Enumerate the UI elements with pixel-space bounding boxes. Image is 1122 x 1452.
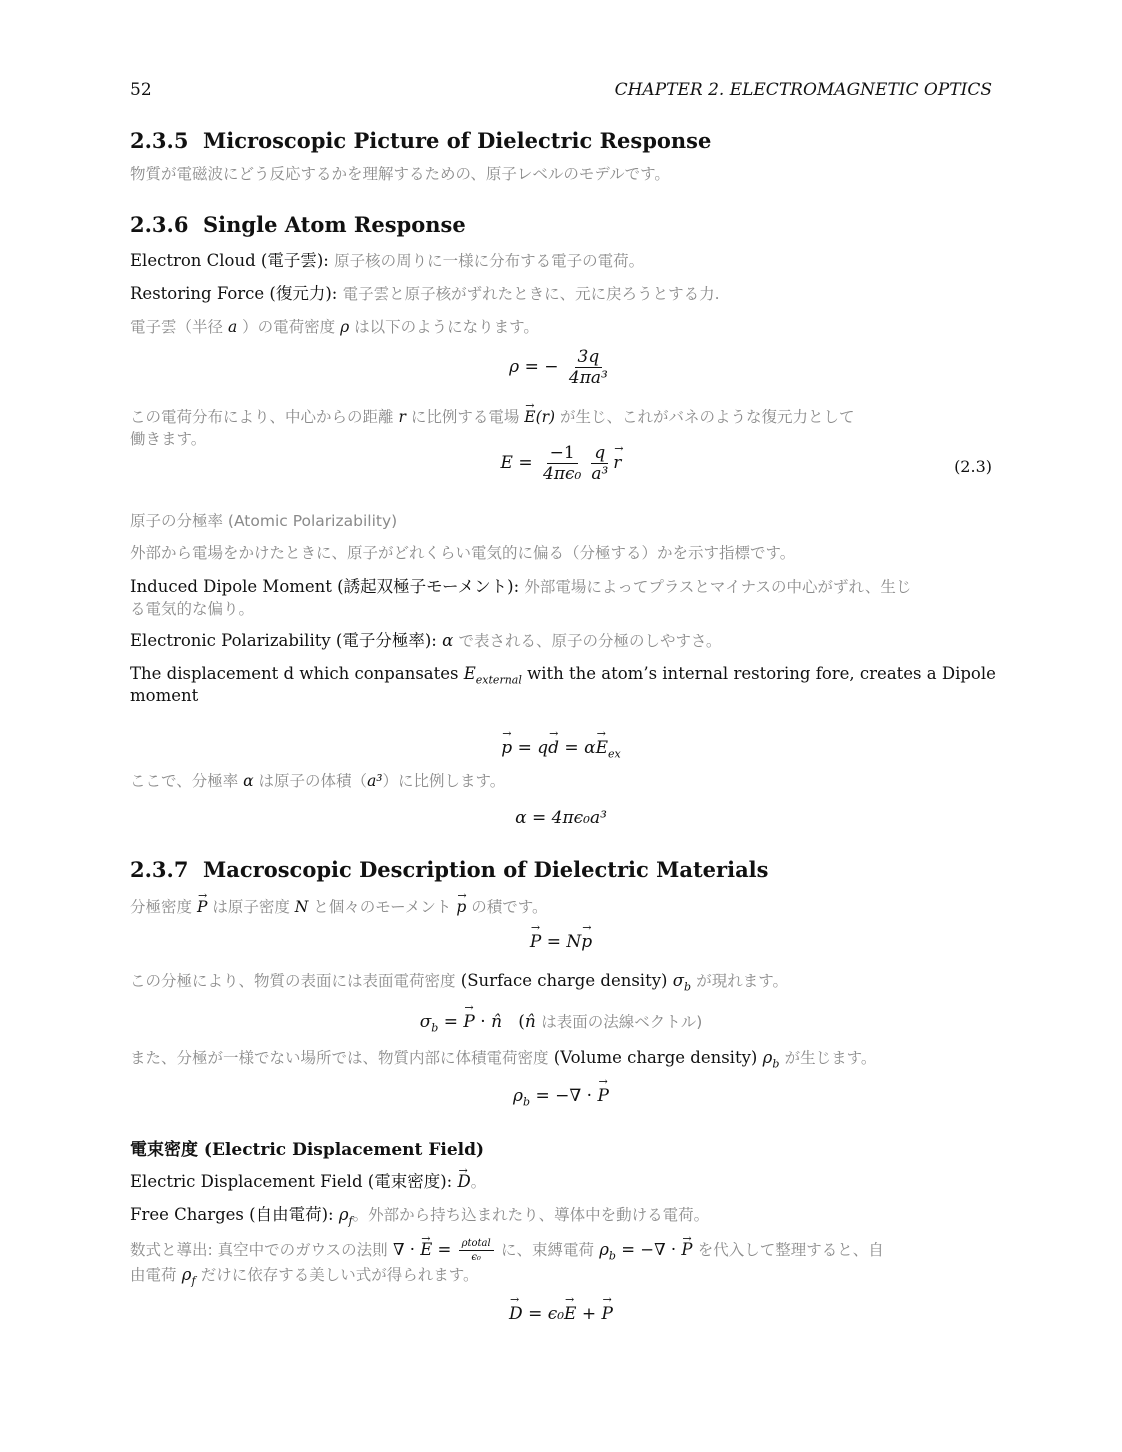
displacement-field-item xyxy=(130,1171,486,1193)
volume-charge-equation xyxy=(130,1086,992,1108)
section-title: Microscopic Picture of Dielectric Response xyxy=(203,128,712,153)
numerator: ρtotal xyxy=(459,1238,494,1251)
induced-dipole-item xyxy=(130,576,911,598)
math-var: σ xyxy=(419,1012,432,1032)
operator: = xyxy=(517,738,532,758)
math-var: α xyxy=(584,738,596,758)
displacement-equation xyxy=(130,1304,992,1324)
vector-P: → P xyxy=(681,1239,692,1261)
volume-charge-sentence xyxy=(130,1047,876,1075)
polarization-equation xyxy=(130,932,992,952)
section-number: 2.3.6 xyxy=(130,212,189,237)
math-subscript: b xyxy=(772,1057,780,1071)
charge-density-equation xyxy=(130,348,992,387)
restoring-force-item xyxy=(130,283,720,305)
text-fragment: (Surface charge density) xyxy=(460,971,668,990)
text-fragment: (Volume charge density) xyxy=(553,1048,758,1067)
fraction xyxy=(588,444,611,483)
text-fragment: 分極密度 xyxy=(130,898,193,916)
text-fragment: だけに依存する美しい式が得られます。 xyxy=(200,1266,479,1284)
running-head: CHAPTER 2. ELECTROMAGNETIC OPTICS xyxy=(614,80,992,100)
electronic-polarizability-item xyxy=(130,630,721,652)
term-description: 外部電場によってプラスとマイナスの中心がずれ、生じ xyxy=(524,578,912,596)
text-fragment: と個々のモーメント xyxy=(313,898,452,916)
vector-E: → E xyxy=(524,406,535,428)
term-label: Induced Dipole Moment (誘起双極子モーメント): xyxy=(130,577,520,596)
text-fragment: with the atom’s internal restoring fore, creates a Dipole xyxy=(527,664,996,683)
operator: + xyxy=(581,1304,597,1324)
field-equation xyxy=(130,444,992,483)
math-var: N xyxy=(566,932,582,952)
operator: = xyxy=(546,932,561,952)
math-var: a³ xyxy=(367,772,383,790)
vector-E: → E xyxy=(596,738,608,758)
term-label: Restoring Force (復元力): xyxy=(130,284,338,303)
derivation-line2 xyxy=(130,1264,479,1292)
text-fragment: この分極により、物質の表面には表面電荷密度 xyxy=(130,972,456,990)
derivation-line1 xyxy=(130,1238,884,1267)
vector-E: → E xyxy=(420,1239,432,1261)
term-label: Electric Displacement Field (電束密度): xyxy=(130,1172,453,1191)
displacement-field-heading: 電束密度 (Electric Displacement Field) xyxy=(130,1140,485,1160)
section-2-3-5-description: 物質が電磁波にどう反応するかを理解するための、原子レベルのモデルです。 xyxy=(130,165,670,183)
text-fragment: ）に比例します。 xyxy=(382,772,506,790)
polarizability-description: 外部から電場をかけたときに、原子がどれくらい電気的に偏る（分極する）かを示す指標です。 xyxy=(130,544,796,562)
term-label: Electron Cloud (電子雲): xyxy=(130,251,329,270)
math-subscript: b xyxy=(523,1095,531,1109)
text-fragment: は原子の体積（ xyxy=(258,772,368,790)
math-var: ρ xyxy=(181,1265,192,1284)
polarizability-title xyxy=(130,510,397,532)
vector-P: → P xyxy=(530,932,541,952)
text-fragment: に比例する電場 xyxy=(410,408,520,426)
math-var: σ xyxy=(672,971,684,990)
polarization-density-sentence xyxy=(130,896,547,918)
vector-p: → p xyxy=(456,896,466,918)
fraction xyxy=(540,444,584,483)
math-var: α xyxy=(442,631,454,650)
surface-charge-sentence xyxy=(130,970,788,998)
text-fragment: The displacement d which conpansates xyxy=(130,664,459,683)
math-var: E xyxy=(463,664,476,683)
denominator: ϵ₀ xyxy=(471,1252,481,1263)
denominator: 4πϵ₀ xyxy=(543,464,582,484)
displacement-paragraph-line1 xyxy=(130,663,996,691)
text-fragment: に、束縛電荷 xyxy=(500,1241,594,1259)
math-var: n̂ xyxy=(491,1012,503,1032)
field-sentence-line1 xyxy=(130,406,855,428)
term-description: で表される、原子の分極のしやすさ。 xyxy=(458,632,722,650)
eq-lhs: E = xyxy=(500,453,533,473)
text-fragment: は原子密度 xyxy=(212,898,290,916)
section-title: Single Atom Response xyxy=(203,212,466,237)
equation-note: は表面の法線ベクトル) xyxy=(541,1013,703,1031)
text-fragment: が生じ、これがバネのような復元力として xyxy=(560,408,855,426)
vector-p: → p xyxy=(581,932,592,952)
operator: = xyxy=(564,738,579,758)
math-subscript: f xyxy=(348,1214,353,1228)
alpha-volume-sentence xyxy=(130,770,505,792)
vector-P: → P xyxy=(597,1086,608,1106)
operator: ∇ · xyxy=(392,1240,415,1259)
page-number: 52 xyxy=(130,80,152,100)
charge-density-sentence xyxy=(130,316,539,338)
math-var: α xyxy=(243,772,254,790)
math-subscript: f xyxy=(191,1274,196,1288)
fraction xyxy=(566,348,611,387)
math-var: ρ xyxy=(340,318,350,336)
fraction xyxy=(459,1238,494,1263)
section-title: Macroscopic Description of Dielectric Materials xyxy=(203,857,769,882)
eq-lhs: ρ = − xyxy=(509,357,559,377)
text-fragment: 数式と導出: 真空中でのガウスの法則 xyxy=(130,1241,388,1259)
operator: = xyxy=(443,1012,458,1032)
math-subscript: b xyxy=(431,1021,439,1035)
text-fragment: が現れます。 xyxy=(696,972,789,990)
denominator: 4πa³ xyxy=(568,368,608,388)
operator: · xyxy=(480,1012,486,1032)
text-fragment: また、分極が一様でない場所では、物質内部に体積電荷密度 xyxy=(130,1049,549,1067)
alpha-equation: α = 4πϵ₀a³ xyxy=(515,808,607,828)
term-description: 。外部から持ち込まれたり、導体中を動ける電荷。 xyxy=(352,1206,710,1224)
surface-charge-equation xyxy=(130,1010,992,1034)
text-fragment: 原子の分極率 (Atomic Polarizability) xyxy=(130,512,398,530)
term-description: 電子雲と原子核がずれたときに、元に戻ろうとする力. xyxy=(342,285,720,303)
vector-P: → P xyxy=(602,1304,613,1324)
displacement-paragraph-line2: moment xyxy=(130,686,199,705)
free-charges-item xyxy=(130,1204,709,1232)
operator: = ϵ₀ xyxy=(528,1304,565,1324)
text-fragment: この電荷分布により、中心からの距離 xyxy=(130,408,394,426)
math-var: N xyxy=(294,898,309,916)
math-subscript: external xyxy=(475,673,522,687)
section-2-3-5-heading xyxy=(130,128,711,153)
text-fragment: を代入して整理すると、自 xyxy=(697,1241,884,1259)
dipole-equation xyxy=(130,738,992,760)
numerator: q xyxy=(591,444,608,464)
vector-P: → P xyxy=(197,896,207,918)
math-var: a xyxy=(227,318,238,336)
math-subscript: b xyxy=(683,980,692,994)
numerator: 3q xyxy=(575,348,603,368)
text-fragment: 由電荷 xyxy=(130,1266,177,1284)
math-var: ρ xyxy=(513,1086,524,1106)
text-fragment: の積です。 xyxy=(471,898,548,916)
math-var: n̂ xyxy=(524,1012,536,1032)
text-fragment: は以下のようになります。 xyxy=(354,318,539,336)
term-label: Electronic Polarizability (電子分極率): xyxy=(130,631,437,650)
section-number: 2.3.5 xyxy=(130,128,189,153)
math-arg: (r) xyxy=(535,408,556,426)
electron-cloud-item xyxy=(130,250,644,272)
induced-dipole-continued: る電気的な偏り。 xyxy=(130,600,255,618)
vector-D: → D xyxy=(509,1304,523,1324)
operator: ( xyxy=(518,1012,525,1032)
text-fragment: ここで、分極率 xyxy=(130,772,239,790)
operator: = −∇ · xyxy=(621,1240,677,1259)
text-fragment: 電子雲（半径 xyxy=(130,318,224,336)
section-number: 2.3.7 xyxy=(130,857,189,882)
text-fragment: が生じます。 xyxy=(784,1049,877,1067)
vector-D: → D xyxy=(457,1171,470,1193)
numerator: −1 xyxy=(547,444,578,464)
section-2-3-6-heading xyxy=(130,212,466,237)
section-2-3-7-heading xyxy=(130,857,768,882)
field-sentence-line2: 働きます。 xyxy=(130,430,207,448)
vector-d: → d xyxy=(548,738,559,758)
operator: = xyxy=(437,1240,452,1259)
vector-P: → P xyxy=(463,1012,474,1032)
operator: = −∇ · xyxy=(535,1086,593,1106)
term-description: 原子核の周りに一様に分布する電子の電荷。 xyxy=(334,252,645,270)
vector-E: → E xyxy=(564,1304,576,1324)
denominator: a³ xyxy=(591,464,609,484)
math-var: q xyxy=(537,738,549,758)
math-var: ρ xyxy=(338,1205,349,1224)
text-fragment: 。 xyxy=(470,1173,487,1191)
text-fragment: ）の電荷密度 xyxy=(242,318,336,336)
math-var: ρ xyxy=(762,1048,773,1067)
math-subscript: ex xyxy=(607,747,621,761)
term-label: Free Charges (自由電荷): xyxy=(130,1205,334,1224)
vector-p: → p xyxy=(501,738,512,758)
equation-number: (2.3) xyxy=(954,457,992,476)
math-var: r xyxy=(398,408,406,426)
math-subscript: b xyxy=(608,1249,616,1263)
vector-r: → r xyxy=(613,453,621,473)
math-var: ρ xyxy=(599,1240,609,1259)
